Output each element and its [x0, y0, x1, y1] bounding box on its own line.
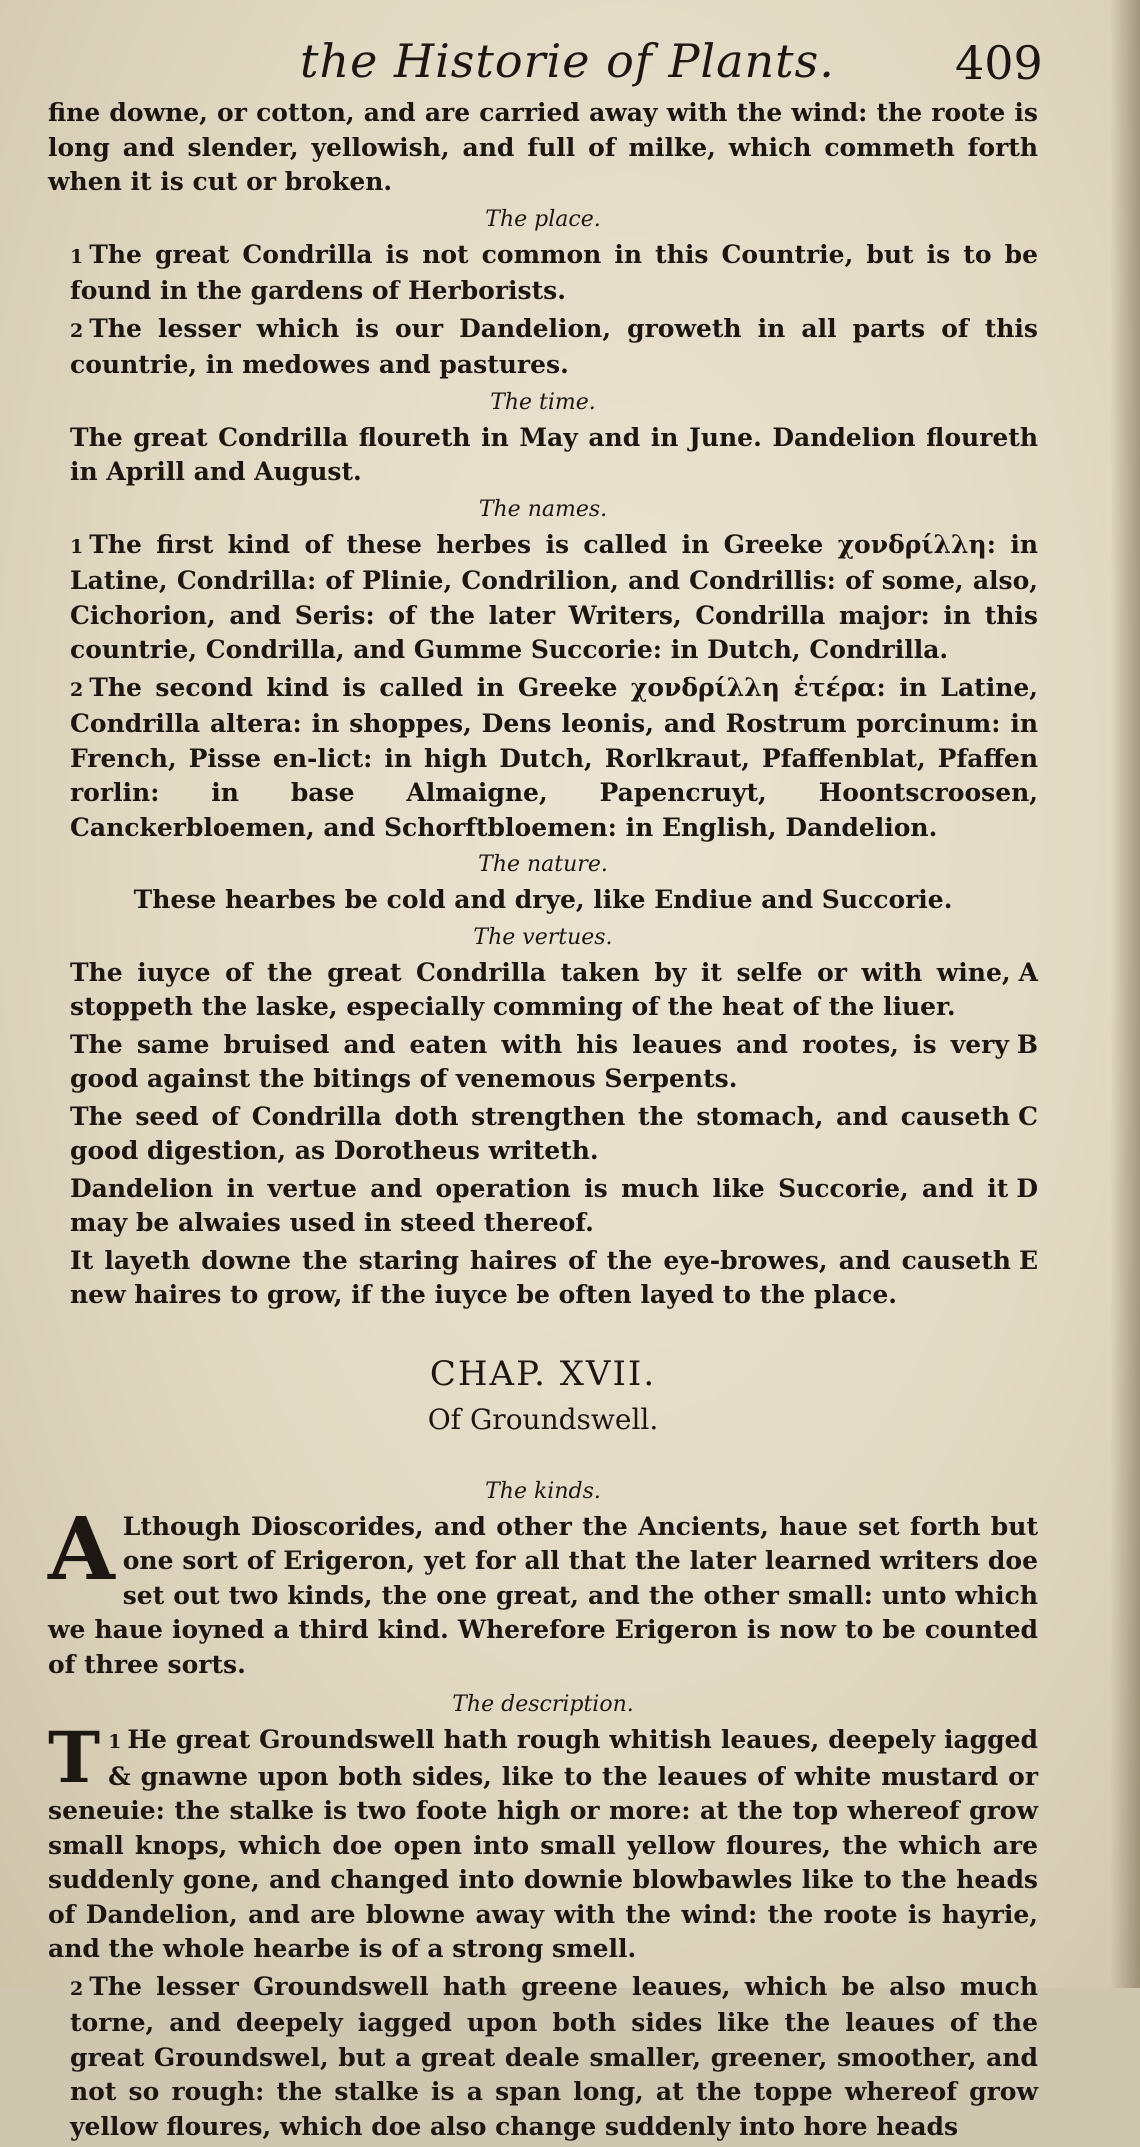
names-item-2: [48, 671, 1038, 846]
heading-the-time: The time.: [490, 389, 596, 415]
item-number: 2: [70, 319, 84, 342]
margin-letter-b: B: [1016, 1029, 1038, 1059]
place-text-1: The great Condrilla is not common in this Countrie, but is to be found in the gardens of Herborists.: [70, 239, 1038, 305]
heading-the-nature: The nature.: [478, 852, 608, 877]
page-header: [0, 22, 1140, 92]
margin-letter-c: C: [1018, 1101, 1038, 1131]
vertue-3: [48, 1100, 1038, 1169]
vertue-text-2: The same bruised and eaten with his leaues and rootes, is very good against the bitings of venemous Serpents.: [70, 1029, 1009, 1093]
margin-letter-a: A: [1018, 957, 1038, 987]
names-text-2: The second kind is called in Greeke χονδρίλλη ἑτέρα: in Latine, Condrilla altera: in shoppes, Dens leonis, and Rostrum porcinum: in French, Pisse en-lict: in high Dutch, Rorlkraut, Pfaffenblat, Pfaffen rorlin: in base Almaigne, Papencruyt, Hoontscroosen, Canckerbloemen, and Schorftbloemen: in English, Dandelion.: [70, 672, 1038, 842]
chapter-subtitle: Of Groundswell.: [427, 1403, 659, 1436]
item-number: 1: [70, 535, 84, 558]
vertue-text-4: Dandelion in vertue and operation is much like Succorie, and it may be alwaies used in steed thereof.: [70, 1173, 1009, 1237]
page-number: 409: [955, 36, 1043, 90]
margin-letter-e: E: [1018, 1245, 1038, 1275]
heading-the-vertues: The vertues.: [473, 924, 613, 950]
page-body: [48, 96, 1038, 2147]
names-item-1: [48, 528, 1038, 668]
paragraph-continued: fine downe, or cotton, and are carried away with the wind: the roote is long and slender, yellowish, and full of milke, which commeth forth when it is cut or broken.: [48, 98, 1038, 196]
item-number: 1: [70, 245, 84, 268]
vertue-text-1: The iuyce of the great Condrilla taken by it selfe or with wine, stoppeth the laske, especially comming of the heat of the liuer.: [70, 957, 1011, 1021]
kinds-text: Lthough Dioscorides, and other the Ancients, haue set forth but one sort of Erigeron, yet for all that the later learned writers doe set out two kinds, the one great, and the other small: unto which we haue ioyned a third kind. Wherefore Erigeron is now to be counted of three sorts.: [48, 1511, 1038, 1679]
item-number: 2: [70, 678, 84, 701]
description-text-2: The lesser Groundswell hath greene leaues, which be also much torne, and deepely iagged upon both sides like the leaues of the great Groundswel, but a great deale smaller, greener, smoother, and not so rough: the stalke is a span long, at the toppe whereof grow yellow floures, which doe also change suddenly into hore heads: [70, 1971, 1038, 2141]
margin-letter-d: D: [1016, 1173, 1038, 1203]
drop-capital-a: A: [48, 1498, 115, 1600]
time-paragraph: The great Condrilla floureth in May and in June. Dandelion floureth in Aprill and August.: [70, 422, 1038, 486]
description-item-1: [48, 1716, 1038, 1967]
vertue-text-3: The seed of Condrilla doth strengthen the stomach, and causeth good digestion, as Dorotheus writeth.: [70, 1101, 1011, 1165]
vertue-1: [48, 956, 1038, 1025]
heading-the-names: The names.: [478, 496, 608, 522]
running-title: the Historie of Plants.: [300, 34, 835, 88]
description-item-2: [48, 1970, 1038, 2145]
drop-capital-t: T: [48, 1716, 101, 1799]
heading-the-place: The place.: [485, 206, 601, 232]
vertue-4: [48, 1172, 1038, 1241]
page-shadow-edge: [1110, 0, 1140, 1988]
heading-the-description: The description.: [452, 1692, 634, 1717]
item-number: 1: [108, 1731, 122, 1753]
description-text-1: He great Groundswell hath rough whitish leaues, deepely iagged & gnawne upon both sides, like to the leaues of white mustard or seneuie: the stalke is two foote high or more: at the top whereof grow small knops, which doe open into small yellow floures, the which are suddenly gone, and changed into downie blowbawles like to the heads of Dandelion, and are blowne away with the wind: the roote is hayrie, and the whole hearbe is of a strong smell.: [48, 1725, 1038, 1963]
place-text-2: The lesser which is our Dandelion, groweth in all parts of this countrie, in medowes and pastures.: [70, 313, 1038, 379]
nature-paragraph: These hearbes be cold and drye, like Endiue and Succorie.: [133, 885, 953, 914]
heading-the-kinds: The kinds.: [485, 1478, 601, 1504]
place-item-2: [48, 312, 1038, 383]
vertue-2: [48, 1028, 1038, 1097]
place-item-1: [48, 238, 1038, 309]
chapter-title: CHAP. XVII.: [429, 1353, 657, 1394]
kinds-paragraph: [48, 1498, 1038, 1683]
item-number: 2: [70, 1977, 84, 2000]
vertue-text-5: It layeth downe the staring haires of the eye-browes, and causeth new haires to grow, if the iuyce be often layed to the place.: [70, 1245, 1011, 1309]
names-text-1: The first kind of these herbes is called in Greeke χονδρίλλη: in Latine, Condrilla: of Plinie, Condrilion, and Condrillis: of some, also, Cichorion, and Seris: of the later Writers, Condrilla major: in this countrie, Condrilla, and Gumme Succorie: in Dutch, Condrilla.: [70, 529, 1038, 664]
vertue-5: [48, 1244, 1038, 1313]
